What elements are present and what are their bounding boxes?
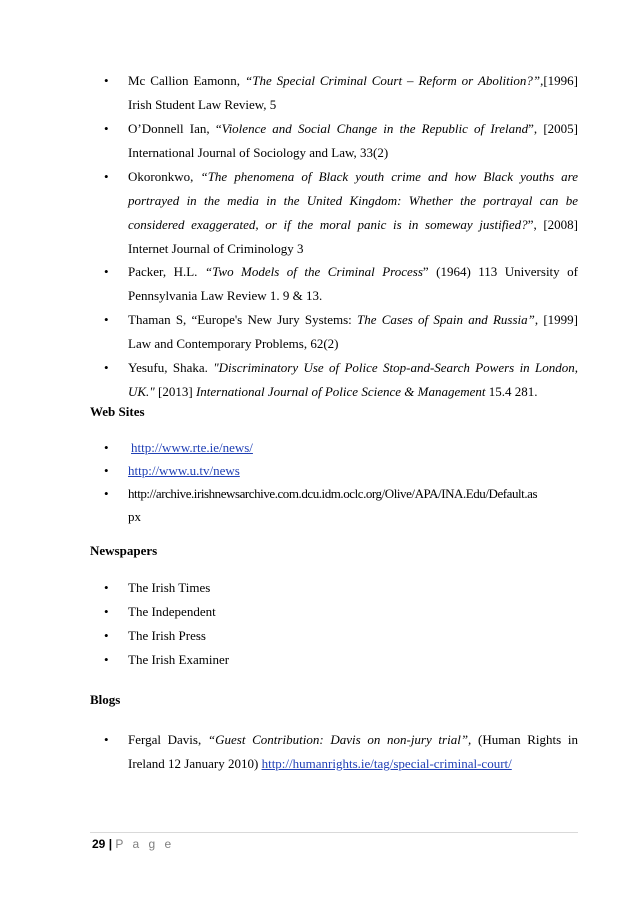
blog-line: Ireland 12 January 2010) http://humanrights.ie/tag/special-criminal-court/ [128, 756, 512, 771]
newspaper-item: • The Irish Press [104, 628, 206, 643]
reference-item [0, 264, 638, 312]
bullet-icon: • [104, 121, 109, 136]
reference-line: Yesufu, Shaka. "Discriminatory Use of Police Stop-and-Search Powers in London, [128, 360, 578, 375]
website-url-text: http://archive.irishnewsarchive.com.dcu.idm.oclc.org/Olive/APA/INA.Edu/Default.as [128, 486, 538, 501]
bullet-icon: • [104, 604, 109, 619]
reference-line: Irish Student Law Review, 5 [128, 97, 277, 112]
footer-separator: | [105, 837, 116, 851]
newspaper-item: • The Independent [104, 604, 216, 619]
bullet-icon: • [104, 463, 109, 478]
newspapers-heading: Newspapers [90, 543, 158, 558]
footer-divider [90, 832, 578, 833]
reference-line: Pennsylvania Law Review 1. 9 & 13. [128, 288, 323, 303]
website-item[interactable] [0, 463, 638, 486]
website-link[interactable]: http://www.rte.ie/news/ [131, 440, 253, 455]
reference-item [0, 169, 638, 264]
bullet-icon: • [104, 73, 109, 88]
bullet-icon: • [104, 628, 109, 643]
reference-line: Internet Journal of Criminology 3 [128, 241, 304, 256]
reference-line: International Journal of Sociology and Law, 33(2) [128, 145, 389, 160]
bullet-icon: • [104, 264, 109, 279]
page-label: P a g e [115, 837, 175, 851]
bullet-icon: • [104, 360, 109, 375]
reference-line: Thaman S, “Europe's New Jury Systems: The Cases of Spain and Russia”, [1999] [128, 312, 578, 327]
website-url-text: px [128, 509, 141, 524]
website-item[interactable] [0, 440, 638, 463]
newspaper-item: • The Irish Times [104, 580, 211, 595]
website-link[interactable]: http://www.u.tv/news [128, 463, 240, 478]
blog-line: Fergal Davis, “Guest Contribution: Davis on non-jury trial”, (Human Rights in [128, 732, 578, 747]
blogs-heading: Blogs [90, 692, 121, 707]
bullet-icon: • [104, 732, 109, 747]
blog-item [0, 732, 638, 780]
reference-item [0, 360, 638, 408]
blog-link[interactable]: http://humanrights.ie/tag/special-criminal-court/ [261, 756, 512, 771]
reference-item [0, 73, 638, 121]
reference-item [0, 121, 638, 169]
reference-line: O’Donnell Ian, “Violence and Social Change in the Republic of Ireland”, [2005] [128, 121, 578, 136]
reference-line: Law and Contemporary Problems, 62(2) [128, 336, 339, 351]
reference-line: Okoronkwo, “The phenomena of Black youth crime and how Black youths are [128, 169, 578, 184]
newspapers-list [0, 580, 638, 676]
reference-line: portrayed in the media in the United Kingdom: Whether the portrayal can be [128, 193, 578, 208]
bullet-icon: • [104, 169, 109, 184]
reference-line: considered exaggerated, or if the moral panic is in someway justified?”, [2008] [128, 217, 578, 232]
reference-line: Mc Callion Eamonn, “The Special Criminal Court – Reform or Abolition?”,[1996] [128, 73, 578, 88]
websites-list [0, 440, 638, 526]
bullet-icon: • [104, 580, 109, 595]
blogs-list [0, 732, 638, 780]
references-list [0, 73, 638, 408]
website-item [0, 486, 638, 526]
reference-line: UK." [2013] International Journal of Police Science & Management 15.4 281. [128, 384, 538, 399]
page-footer [92, 837, 174, 851]
bullet-icon: • [104, 652, 109, 667]
bullet-icon: • [104, 486, 109, 501]
page-number: 29 [92, 837, 106, 851]
bullet-icon: • [104, 440, 109, 455]
bullet-icon: • [104, 312, 109, 327]
reference-item [0, 312, 638, 360]
reference-line: Packer, H.L. “Two Models of the Criminal Process” (1964) 113 University of [128, 264, 578, 279]
newspaper-item: • The Irish Examiner [104, 652, 230, 667]
websites-heading: Web Sites [90, 404, 145, 419]
